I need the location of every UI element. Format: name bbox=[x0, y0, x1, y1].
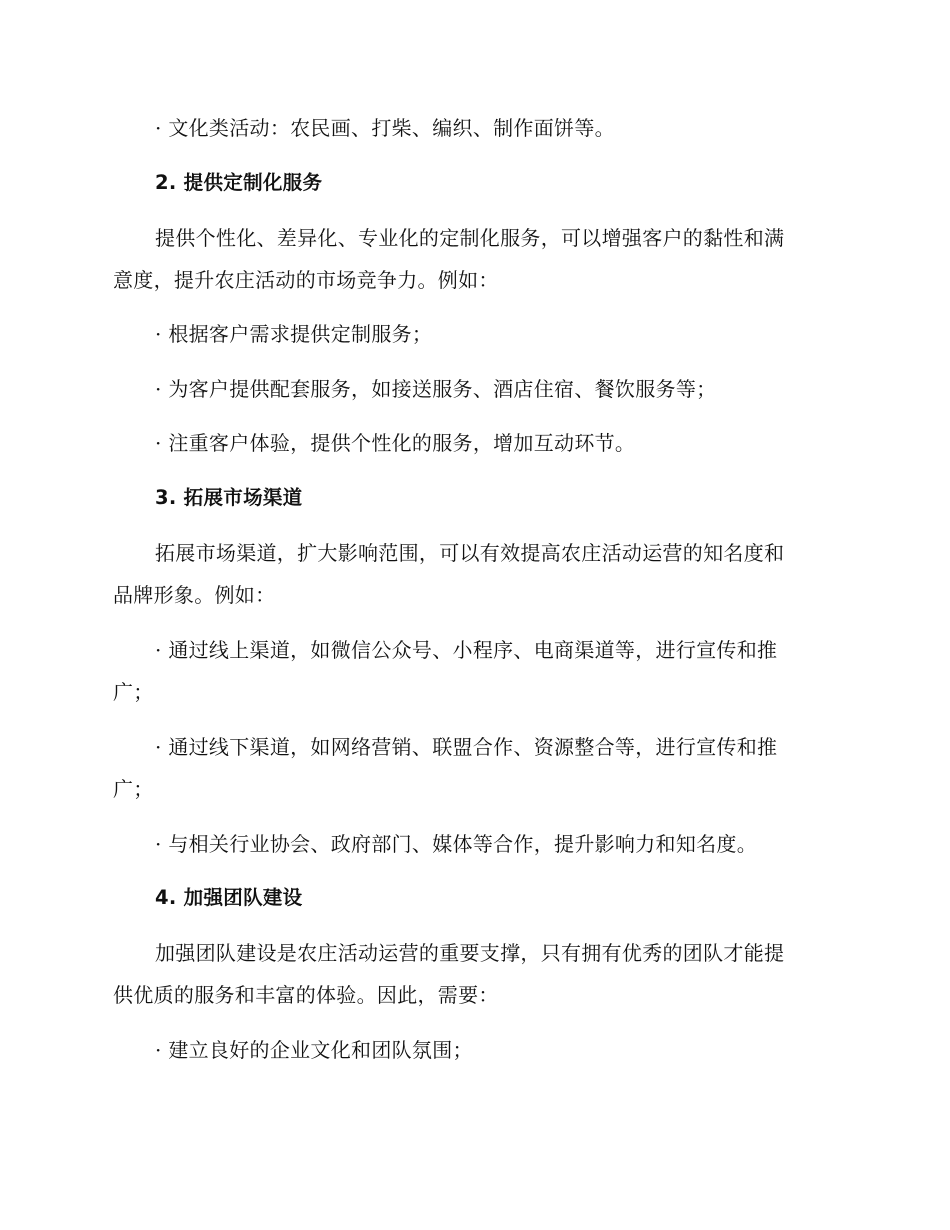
paragraph-team-line2: 供优质的服务和丰富的体验。因此，需要： bbox=[113, 983, 499, 1007]
paragraph-team-line1: 加强团队建设是农庄活动运营的重要支撑，只有拥有优秀的团队才能提 bbox=[155, 941, 785, 965]
bullet-offline-channels-line1: · 通过线下渠道，如网络营销、联盟合作、资源整合等，进行宣传和推 bbox=[155, 735, 778, 759]
paragraph-customized-line2: 意度，提升农庄活动的市场竞争力。例如： bbox=[113, 268, 499, 292]
bullet-online-channels-line1: · 通过线上渠道，如微信公众号、小程序、电商渠道等，进行宣传和推 bbox=[155, 638, 778, 662]
paragraph-customized-line1: 提供个性化、差异化、专业化的定制化服务，可以增强客户的黏性和满 bbox=[155, 226, 785, 250]
bullet-customer-experience: · 注重客户体验，提供个性化的服务，增加互动环节。 bbox=[155, 431, 636, 455]
paragraph-channels-line2: 品牌形象。例如： bbox=[113, 583, 276, 607]
heading-team-building: 4. 加强团队建设 bbox=[155, 886, 303, 909]
bullet-industry-cooperation: · 与相关行业协会、政府部门、媒体等合作，提升影响力和知名度。 bbox=[155, 832, 758, 856]
heading-customized-service: 2. 提供定制化服务 bbox=[155, 171, 323, 194]
paragraph-channels-line1: 拓展市场渠道，扩大影响范围，可以有效提高农庄活动运营的知名度和 bbox=[155, 541, 785, 565]
bullet-culture-activities: · 文化类活动：农民画、打柴、编织、制作面饼等。 bbox=[155, 116, 615, 140]
bullet-company-culture: · 建立良好的企业文化和团队氛围； bbox=[155, 1038, 473, 1062]
bullet-offline-channels-line2: 广； bbox=[113, 777, 154, 801]
bullet-online-channels-line2: 广； bbox=[113, 680, 154, 704]
heading-market-channels: 3. 拓展市场渠道 bbox=[155, 486, 303, 509]
bullet-custom-service: · 根据客户需求提供定制服务； bbox=[155, 322, 433, 346]
bullet-supporting-service: · 为客户提供配套服务，如接送服务、酒店住宿、餐饮服务等； bbox=[155, 377, 717, 401]
